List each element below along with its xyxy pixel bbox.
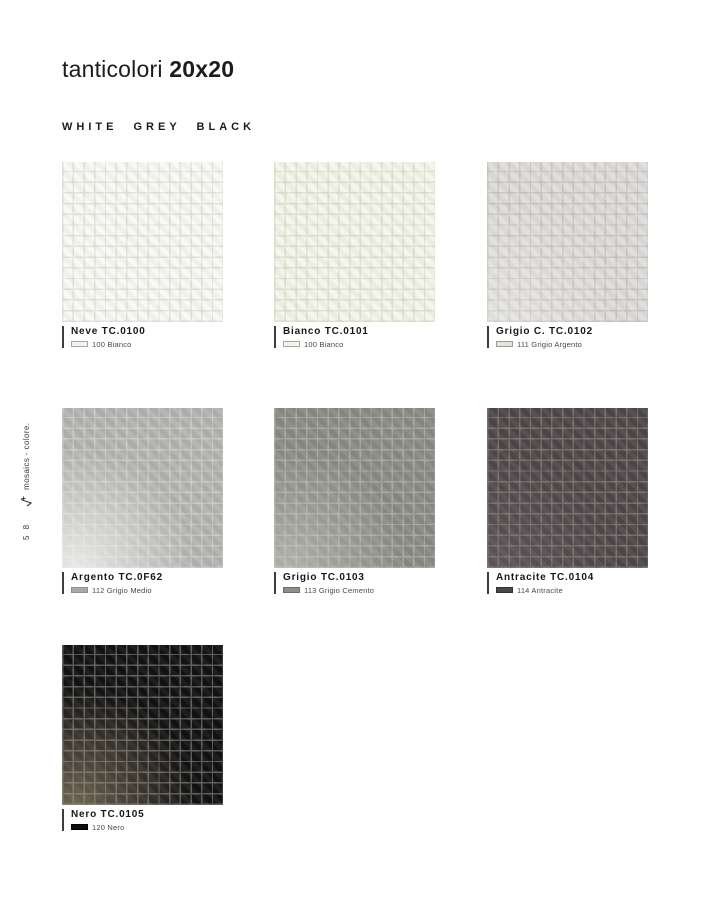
color-chip bbox=[283, 341, 300, 347]
tile-label-block bbox=[62, 326, 223, 348]
tile-cell bbox=[487, 408, 648, 594]
tile-swatch-grigio bbox=[274, 408, 435, 568]
tile-swatch-neve bbox=[62, 162, 223, 322]
tile-swatch-argento bbox=[62, 408, 223, 568]
tile-cell bbox=[274, 408, 435, 594]
tile-name: Grigio TC.0103 bbox=[283, 572, 365, 583]
color-chip bbox=[496, 587, 513, 593]
color-chip bbox=[71, 341, 88, 347]
tile-label-block bbox=[487, 326, 648, 348]
page-number: 5 8 bbox=[21, 522, 31, 540]
tile-cell bbox=[274, 162, 435, 348]
tile-cell bbox=[62, 408, 223, 594]
page-title-size: 20x20 bbox=[169, 56, 235, 82]
tile-cell bbox=[62, 645, 223, 831]
color-chip bbox=[496, 341, 513, 347]
tile-code: 120 Nero bbox=[92, 822, 125, 832]
spine-sidebar bbox=[19, 402, 33, 540]
tile-code: 111 Grigio Argento bbox=[517, 339, 583, 349]
mosaics-brand-mark-icon bbox=[20, 496, 32, 507]
tile-code: 100 Bianco bbox=[92, 339, 132, 349]
tile-code-line bbox=[283, 586, 435, 594]
tile-cell bbox=[487, 162, 648, 348]
tile-code: 114 Antracite bbox=[517, 585, 563, 595]
color-group-heading: WHITE GREY BLACK bbox=[62, 121, 256, 133]
tile-code: 112 Grigio Medio bbox=[92, 585, 152, 595]
tile-swatch-antracite bbox=[487, 408, 648, 568]
page-title-regular: tanticolori bbox=[62, 56, 170, 82]
tile-swatch-nero bbox=[62, 645, 223, 805]
tile-code: 113 Grigio Cemento bbox=[304, 585, 375, 595]
tile-code-line bbox=[283, 340, 435, 348]
tile-code-line bbox=[71, 823, 223, 831]
tile-label-block bbox=[62, 809, 223, 831]
tile-label-block bbox=[274, 326, 435, 348]
tile-name: Grigio C. TC.0102 bbox=[496, 326, 593, 337]
tile-name: Neve TC.0100 bbox=[71, 326, 146, 337]
tile-code-line bbox=[496, 340, 648, 348]
tile-code-line bbox=[496, 586, 648, 594]
tile-label-block bbox=[62, 572, 223, 594]
color-chip bbox=[71, 587, 88, 593]
tile-swatch-bianco bbox=[274, 162, 435, 322]
brand-text: mosaics - colore. bbox=[21, 422, 31, 490]
tile-name: Nero TC.0105 bbox=[71, 809, 145, 820]
tile-label-block bbox=[274, 572, 435, 594]
tile-label-block bbox=[487, 572, 648, 594]
tile-name: Argento TC.0F62 bbox=[71, 572, 164, 583]
tile-name: Bianco TC.0101 bbox=[283, 326, 369, 337]
color-chip bbox=[71, 824, 88, 830]
tile-name: Antracite TC.0104 bbox=[496, 572, 595, 583]
tile-code: 100 Bianco bbox=[304, 339, 344, 349]
page-title bbox=[62, 56, 234, 83]
color-chip bbox=[283, 587, 300, 593]
tile-swatch-grigio-c bbox=[487, 162, 648, 322]
tile-code-line bbox=[71, 586, 223, 594]
tile-code-line bbox=[71, 340, 223, 348]
tile-cell bbox=[62, 162, 223, 348]
